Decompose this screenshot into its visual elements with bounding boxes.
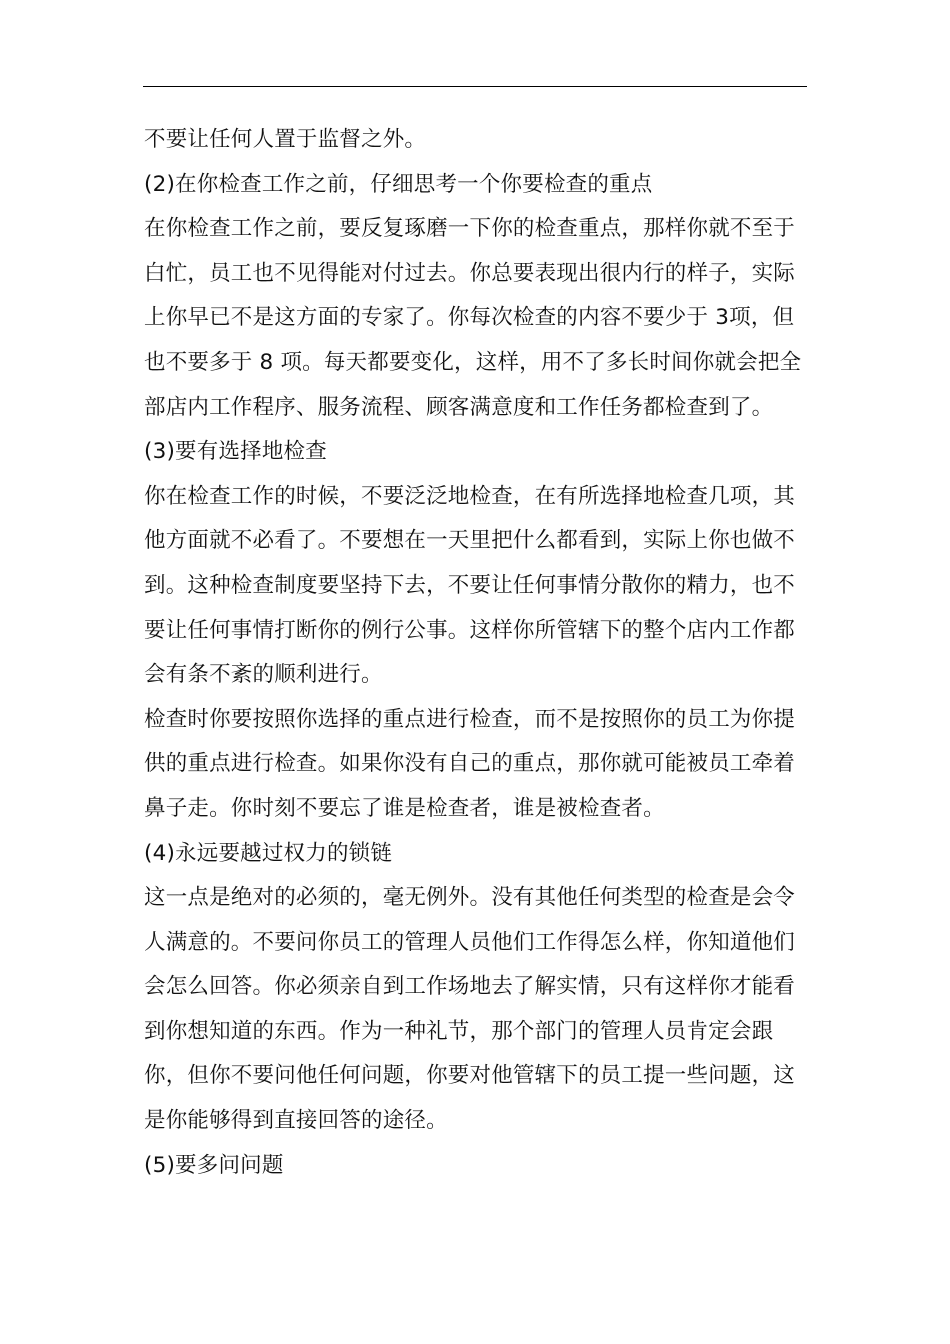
paragraph-1: 不要让任何人置于监督之外。 — [144, 127, 427, 152]
paragraph-2: 在你检查工作之前，要反复琢磨一下你的检查重点，那样你就不至于白忙，员工也不见得能对付过去。你总要表现出很内行的样子，实际上你早已不是这方面的专家了。你每次检查的内容不要少于 3项，但也不要多于 8 项。每天都要变化，这样，用不了多长时间你就会把全部店内工作程序、服务流程、顾客满意度和工作任务都检查到了。 — [144, 216, 802, 420]
paragraph-5: 这一点是绝对的必须的，毫无例外。没有其他任何类型的检查是会令人满意的。不要问你员工的管理人员他们工作得怎么样，你知道他们会怎么回答。你必须亲自到工作场地去了解实情，只有这样你才能看到你想知道的东西。作为一种礼节，那个部门的管理人员肯定会跟你，但你不要问他任何问题，你要对他管辖下的员工提一些问题，这是你能够得到直接回答的途径。 — [144, 885, 796, 1134]
document-body — [144, 118, 812, 1188]
paragraph-4: 检查时你要按照你选择的重点进行检查，而不是按照你的员工为你提供的重点进行检查。如果你没有自己的重点，那你就可能被员工牵着鼻子走。你时刻不要忘了谁是检查者，谁是被检查者。 — [144, 706, 796, 821]
section-heading-4: (4)永远要越过权力的锁链 — [144, 840, 393, 866]
paragraph-3: 你在检查工作的时候，不要泛泛地检查，在有所选择地检查几项，其他方面就不必看了。不要想在一天里把什么都看到，实际上你也做不到。这种检查制度要坚持下去，不要让任何事情分散你的精力，也不要让任何事情打断你的例行公事。这样你所管辖下的整个店内工作都会有条不紊的顺利进行。 — [144, 483, 796, 688]
section-heading-3: (3)要有选择地检查 — [144, 439, 327, 465]
section-heading-5: (5)要多问问题 — [144, 1152, 284, 1178]
header-rule — [143, 86, 807, 87]
section-heading-2: (2)在你检查工作之前，仔细思考一个你要检查的重点 — [144, 171, 653, 197]
